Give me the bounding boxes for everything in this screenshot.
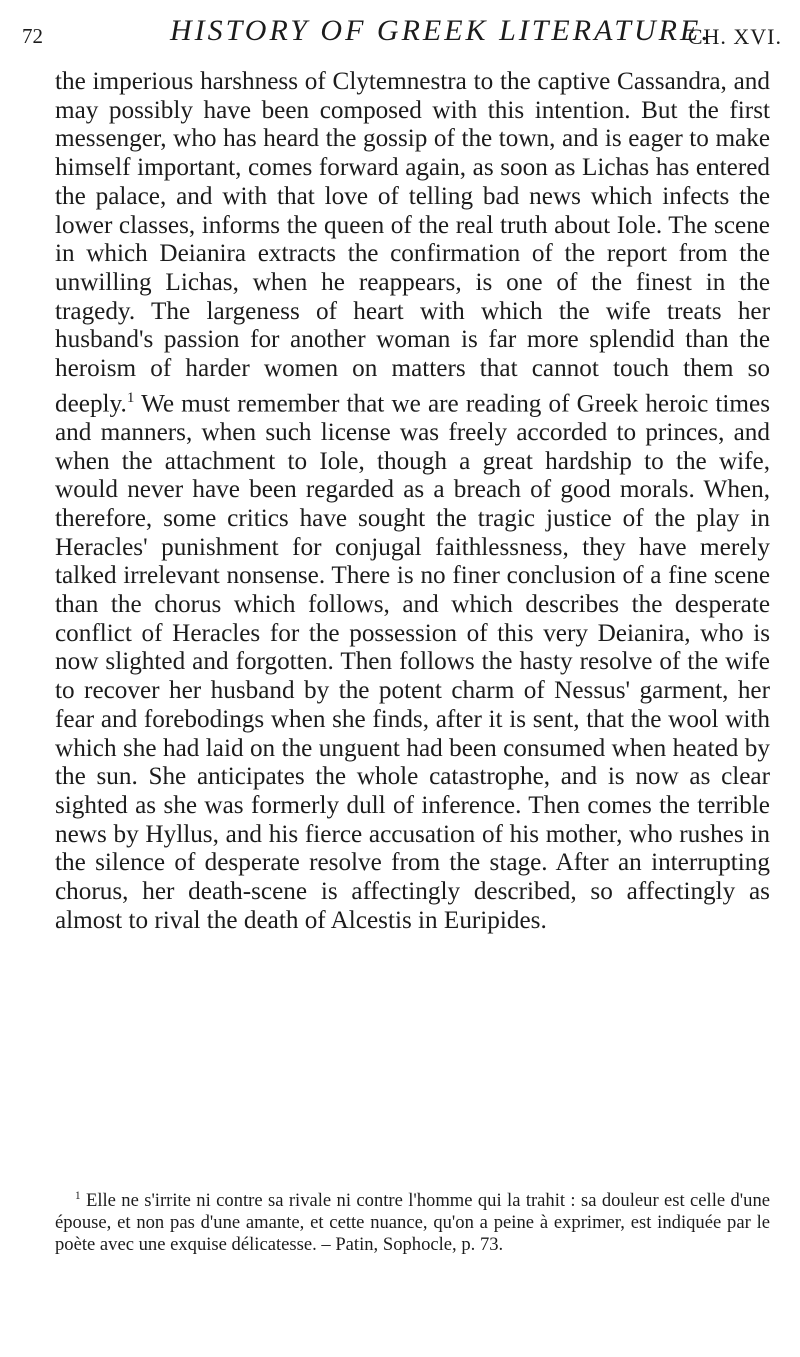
paragraph-part-2: We must remember that we are reading of Greek heroic times and manners, when such license was freely accorded to princes, and when the attachment to Iole, though a great hardship to the wife, would never have been regarded as a breach of good morals. When, therefore, some critics have sought the tragic justice of the play in Heracles' punishment for conjugal faithlessness, they have merely talked irrelevant nonsense. There is no finer conclusion of a fine scene than the chorus which follows, and which describes the desperate conflict of Heracles for the possession of this very Deianira, who is now slighted and forgotten. Then follows the hasty resolve of the wife to recover her husband by the potent charm of Nessus' garment, her fear and forebodings when she finds, after it is sent, that the wool with which she had laid on the unguent had been consumed when heated by the sun. She anticipates the whole catastrophe, and is now as clear sighted as she was formerly dull of inference. Then comes the terrible news by Hyllus, and his fierce accusation of his mother, who rushes in the silence of desperate resolve from the stage. After an interrupting chorus, her death-scene is affectingly described, so affectingly as almost to rival the death of Alcestis in Euripides. <box>55 390 770 934</box>
footnote-reference: 1 <box>126 389 135 406</box>
body-text <box>55 68 770 935</box>
body-paragraph <box>55 68 770 935</box>
page-number: 72 <box>22 24 43 48</box>
footnote-text: Elle ne s'irrite ni contre sa rivale ni contre l'homme qui la trahit : sa douleur est celle d'une épouse, et non pas d'une amante, et cette nuance, qu'on a peine à exprimer, est indiquée par le poète avec une exquise délicatesse. – Patin, Sophocle, p. 73. <box>55 1190 771 1256</box>
chapter-label: CH. XVI. <box>687 24 782 49</box>
footnote-mark: 1 <box>75 1190 81 1202</box>
running-title: HISTORY OF GREEK LITERATURE. <box>170 14 712 47</box>
page-header <box>22 10 782 60</box>
paragraph-part-1: the imperious harshness of Clytemnestra to the captive Cassandra, and may possibly have been composed with this intention. But the first messenger, who has heard the gossip of the town, and is eager to make himself important, comes forward again, as soon as Lichas has entered the palace, and with that love of telling bad news which infects the lower classes, informs the queen of the real truth about Iole. The scene in which Deianira extracts the confirmation of the report from the unwilling Lichas, when he reappears, is one of the finest in the tragedy. The largeness of heart with which the wife treats her husband's passion for another woman is far more splendid than the heroism of harder women on matters that cannot touch them so deeply. <box>55 68 770 418</box>
footnote <box>55 1185 770 1256</box>
footnote-paragraph <box>55 1185 770 1256</box>
